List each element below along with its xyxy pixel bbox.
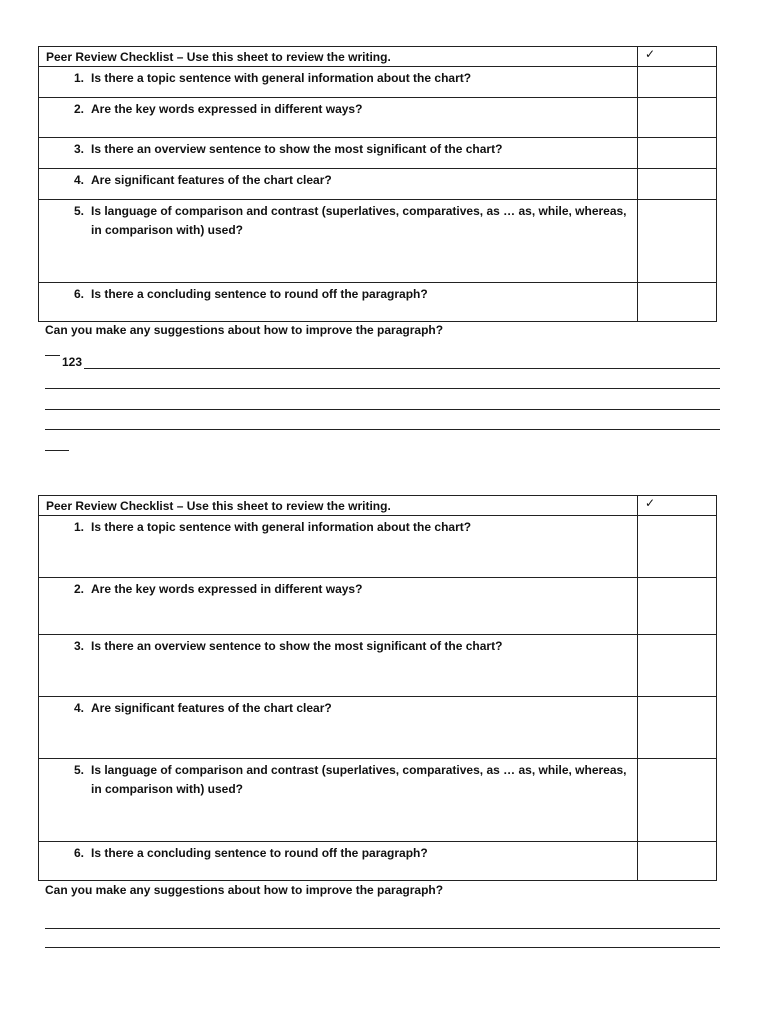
question-text: Are significant features of the chart clear? [91, 173, 332, 187]
item-number: 6. [73, 287, 84, 301]
answer-line[interactable] [45, 947, 720, 948]
check-box[interactable] [638, 635, 717, 697]
question-text: Is there a topic sentence with general information about the chart? [91, 520, 472, 534]
answer-text[interactable]: 123 [62, 355, 83, 369]
check-box[interactable] [638, 516, 717, 578]
question-text: Is there an overview sentence to show the most significant of the chart? [91, 142, 503, 156]
check-box[interactable] [638, 842, 717, 881]
checklist-row [39, 200, 717, 283]
question-text: Are significant features of the chart clear? [91, 701, 332, 715]
check-box[interactable] [638, 283, 717, 322]
check-box[interactable] [638, 138, 717, 169]
item-number: 1. [73, 71, 84, 85]
check-mark-icon: ✓ [645, 47, 656, 61]
check-box[interactable] [638, 98, 717, 138]
question-text: Are the key words expressed in different ways? [91, 582, 363, 596]
item-number: 6. [73, 846, 84, 860]
check-box[interactable] [638, 759, 717, 842]
check-box[interactable] [638, 67, 717, 98]
checklist-row [39, 759, 717, 842]
checklist-header-row [39, 496, 717, 516]
check-box[interactable] [638, 200, 717, 283]
peer-review-checklist-2 [38, 495, 717, 881]
answer-line[interactable] [45, 388, 720, 389]
checklist-row [39, 578, 717, 635]
item-number: 2. [73, 102, 84, 116]
checklist-row [39, 635, 717, 697]
checklist-row [39, 283, 717, 322]
question-text: Is there an overview sentence to show the most significant of the chart? [91, 639, 503, 653]
checklist-row [39, 67, 717, 98]
check-box[interactable] [638, 169, 717, 200]
checklist-row [39, 98, 717, 138]
answer-line[interactable] [45, 450, 69, 451]
item-number: 3. [73, 639, 84, 653]
item-number: 4. [73, 701, 84, 715]
question-text: Is language of comparison and contrast (superlatives, comparatives, as … as, while, whereas, in comparison with) used? [91, 204, 627, 237]
answer-line[interactable] [45, 429, 720, 430]
item-number: 5. [73, 763, 84, 777]
checklist-row [39, 138, 717, 169]
question-text: Is there a concluding sentence to round off the paragraph? [91, 846, 428, 860]
item-number: 1. [73, 520, 84, 534]
check-mark-icon: ✓ [645, 496, 656, 510]
item-number: 2. [73, 582, 84, 596]
answer-line[interactable] [45, 409, 720, 410]
checklist-header-row [39, 47, 717, 67]
check-box[interactable] [638, 578, 717, 635]
question-text: Are the key words expressed in different ways? [91, 102, 363, 116]
checklist-row [39, 169, 717, 200]
suggestion-prompt: Can you make any suggestions about how to improve the paragraph? [45, 883, 444, 897]
checklist-title: Peer Review Checklist – Use this sheet to review the writing. [46, 50, 391, 64]
question-text: Is there a concluding sentence to round off the paragraph? [91, 287, 428, 301]
answer-line[interactable] [45, 928, 720, 929]
item-number: 3. [73, 142, 84, 156]
question-text: Is language of comparison and contrast (superlatives, comparatives, as … as, while, whereas, in comparison with) used? [91, 763, 627, 796]
peer-review-checklist-1 [38, 46, 717, 322]
checklist-row [39, 516, 717, 578]
answer-line[interactable] [84, 368, 720, 369]
question-text: Is there a topic sentence with general information about the chart? [91, 71, 472, 85]
checklist-title: Peer Review Checklist – Use this sheet to review the writing. [46, 499, 391, 513]
check-box[interactable] [638, 697, 717, 759]
checklist-row [39, 697, 717, 759]
item-number: 4. [73, 173, 84, 187]
checklist-row [39, 842, 717, 881]
suggestion-prompt: Can you make any suggestions about how to improve the paragraph? [45, 323, 444, 337]
answer-line-prefix [45, 355, 60, 356]
item-number: 5. [73, 204, 84, 218]
